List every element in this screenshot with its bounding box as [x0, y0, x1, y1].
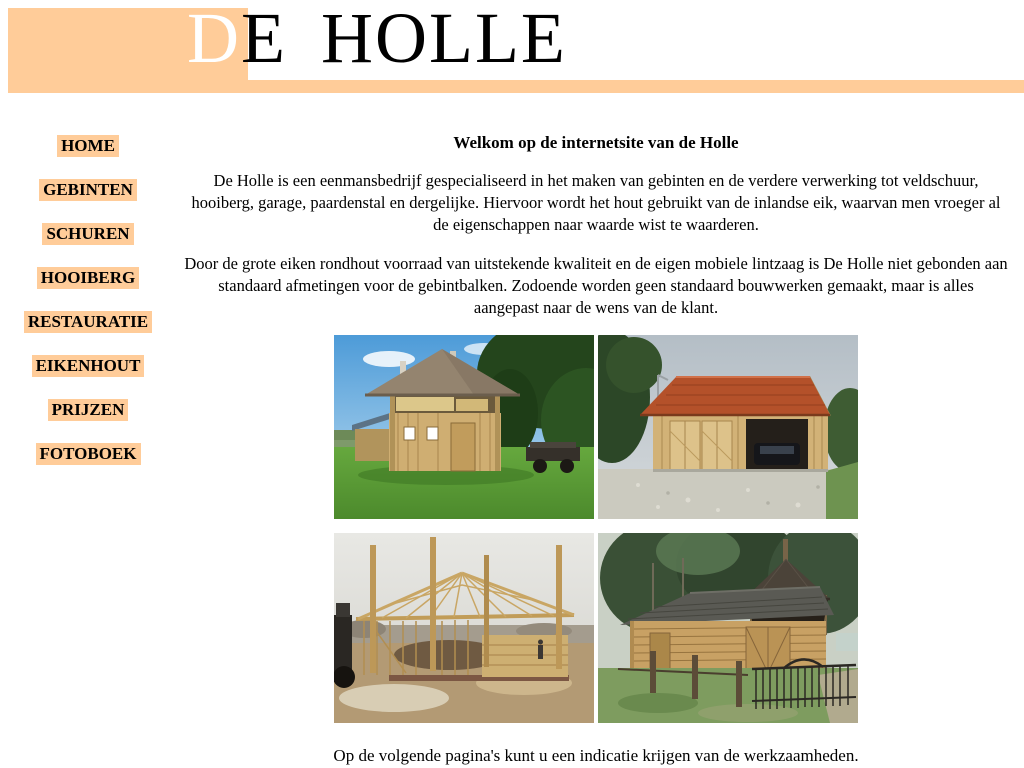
hooiberg-thatched-image: [334, 335, 594, 519]
site-title-rest: E HOLLE: [241, 0, 567, 78]
sidebar-item-gebinten[interactable]: GEBINTEN: [39, 179, 137, 201]
barn-red-roof-image: [598, 335, 858, 519]
page-heading: Welkom op de internetsite van de Holle: [453, 133, 739, 152]
sidebar-item-fotoboek[interactable]: FOTOBOEK: [36, 443, 141, 465]
photo-barn-with-tower: [598, 533, 858, 723]
header-accent-strip: [8, 80, 1024, 93]
main-content: [176, 133, 1016, 767]
frame-construction-image: [334, 533, 594, 723]
photo-frame-construction: [334, 533, 594, 723]
sidebar-item-restauratie[interactable]: RESTAURATIE: [24, 311, 152, 333]
photo-barn-red-roof: [598, 335, 858, 519]
barn-with-tower-image: [598, 533, 858, 723]
intro-paragraph: De Holle is een eenmansbedrijf gespecialiseerd in het maken van gebinten en de verdere verwerking tot veldschuur, hooiberg, garage, paardenstal en dergelijke. Hiervoor wordt het hout gebruikt van de inlandse eik, waarvan men vroeger al de eigenschappen naar waarde wist te waarderen.: [191, 171, 1001, 234]
photo-grid: [334, 335, 858, 723]
second-paragraph: Door de grote eiken rondhout voorraad van uitstekende kwaliteit en de eigen mobiele lintzaag is De Holle niet gebonden aan standaard afmetingen voor de gebintbalken. Zodoende worden geen standaard bouwwerken gemaakt, maar is alles aangepast naar de wens van de klant.: [184, 254, 1008, 317]
sidebar-item-hooiberg[interactable]: HOOIBERG: [37, 267, 139, 289]
sidebar: [0, 135, 176, 487]
sidebar-item-home[interactable]: HOME: [57, 135, 119, 157]
footer-note: Op de volgende pagina's kunt u een indicatie krijgen van de werkzaamheden.: [333, 746, 859, 765]
site-title-initial: D: [187, 0, 241, 78]
sidebar-item-eikenhout[interactable]: EIKENHOUT: [32, 355, 145, 377]
sidebar-item-schuren[interactable]: SCHUREN: [42, 223, 133, 245]
site-title: [187, 0, 567, 78]
sidebar-item-prijzen[interactable]: PRIJZEN: [48, 399, 129, 421]
photo-hooiberg-thatched: [334, 335, 594, 519]
